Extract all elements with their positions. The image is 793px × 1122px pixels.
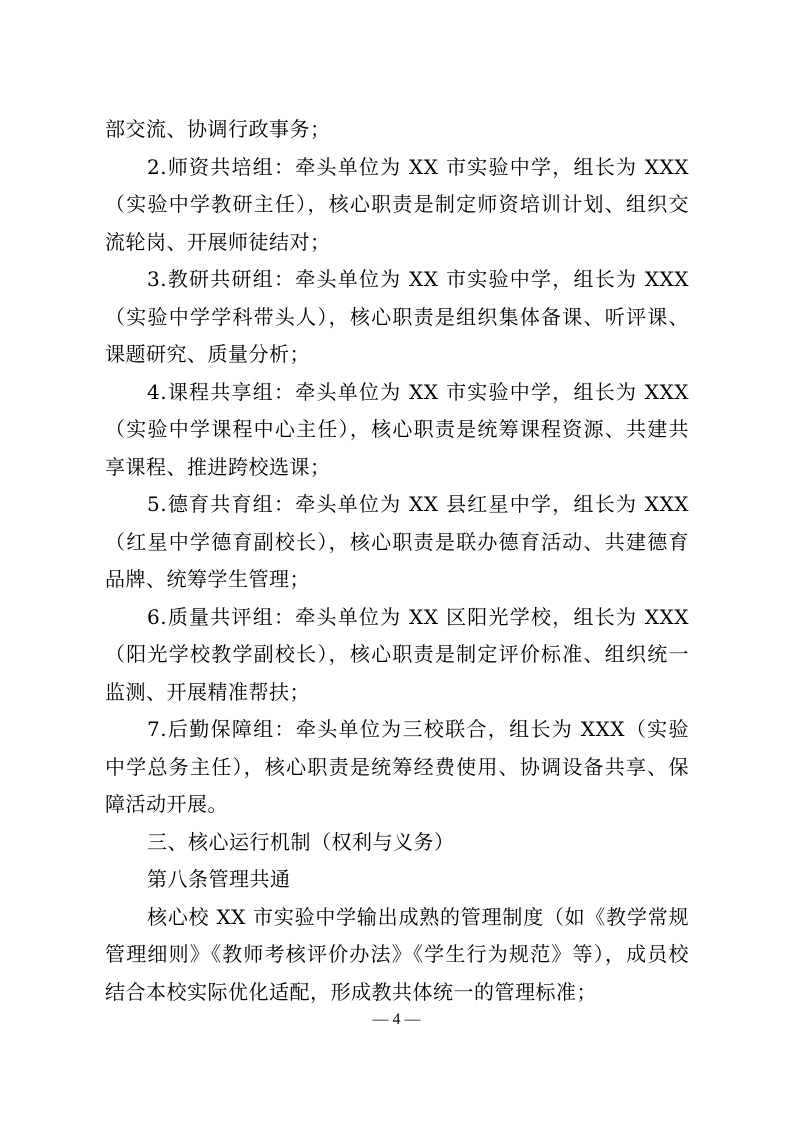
paragraph-research-group: 3.教研共研组：牵头单位为 XX 市实验中学，组长为 XXX（实验中学学科带头人），核心职责是组织集体备课、听评课、课题研究、质量分析； (105, 267, 689, 366)
paragraph-curriculum-group: 4.课程共享组：牵头单位为 XX 市实验中学，组长为 XXX（实验中学课程中心主任），核心职责是统筹课程资源、共建共享课程、推进跨校选课； (105, 379, 689, 479)
section-heading: 三、核心运行机制（权利与义务） (147, 829, 455, 854)
page-number: — 4 — (372, 1011, 421, 1028)
paragraph-continuation: 部交流、协调行政事务； (105, 117, 331, 141)
document-body (105, 111, 689, 1011)
paragraph-logistics-group: 7.后勤保障组：牵头单位为三校联合，组长为 XXX（实验中学总务主任），核心职责是统筹经费使用、协调设备共享、保障活动开展。 (105, 717, 689, 816)
paragraph-moral-education-group: 5.德育共育组：牵头单位为 XX 县红星中学，组长为 XXX（红星中学德育副校长），核心职责是联办德育活动、共建德育品牌、统筹学生管理； (105, 492, 689, 591)
article-title: 第八条管理共通 (147, 867, 291, 891)
paragraph-management-standard: 核心校 XX 市实验中学输出成熟的管理制度（如《教学常规管理细则》《教师考核评价办法》《学生行为规范》等），成员校结合本校实际优化适配，形成教共体统一的管理标准； (105, 904, 689, 1004)
paragraph-teacher-training-group: 2.师资共培组：牵头单位为 XX 市实验中学，组长为 XXX（实验中学教研主任），核心职责是制定师资培训计划、组织交流轮岗、开展师徒结对； (105, 154, 689, 254)
paragraph-quality-evaluation-group: 6.质量共评组：牵头单位为 XX 区阳光学校，组长为 XXX（阳光学校教学副校长），核心职责是制定评价标准、组织统一监测、开展精准帮扶； (105, 604, 689, 704)
